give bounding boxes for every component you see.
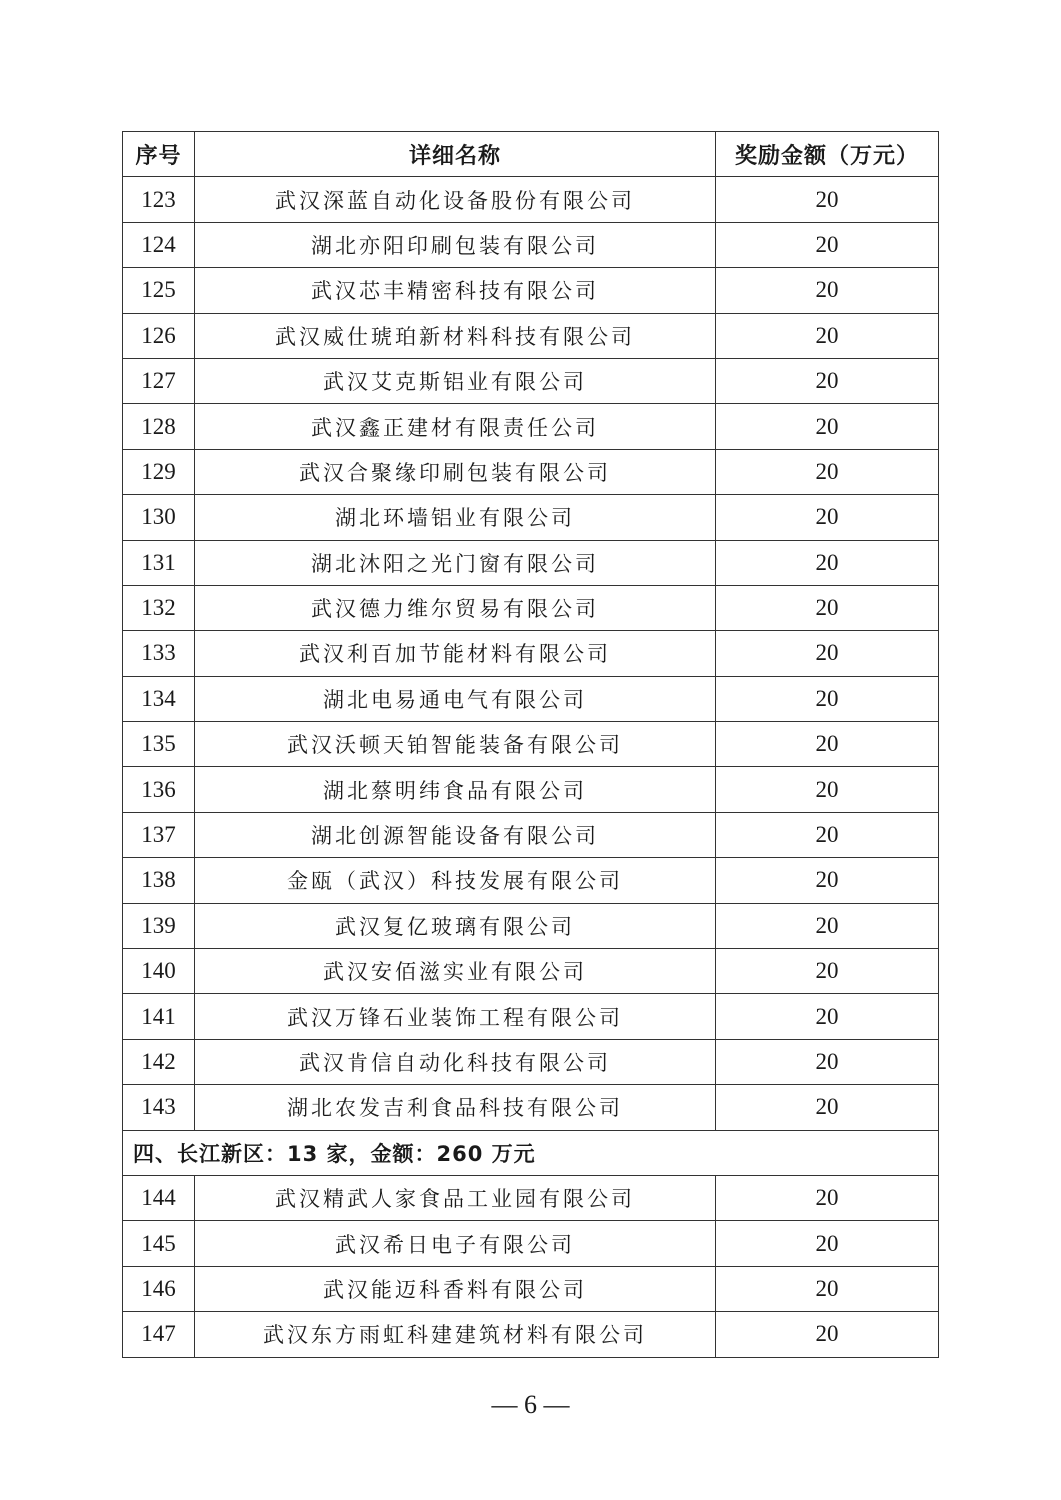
row-no: 135	[123, 722, 195, 767]
row-no: 123	[123, 177, 195, 222]
row-amount: 20	[716, 676, 939, 721]
row-no: 140	[123, 949, 195, 994]
table-row	[123, 222, 939, 267]
header-name: 详细名称	[195, 132, 716, 177]
row-amount: 20	[716, 994, 939, 1039]
row-name: 武汉深蓝自动化设备股份有限公司	[195, 177, 716, 222]
row-no: 128	[123, 404, 195, 449]
table-row	[123, 1312, 939, 1357]
row-name: 湖北创源智能设备有限公司	[195, 812, 716, 857]
row-amount: 20	[716, 404, 939, 449]
row-no: 134	[123, 676, 195, 721]
table-row	[123, 585, 939, 630]
table-row	[123, 1039, 939, 1084]
row-amount: 20	[716, 812, 939, 857]
table-row	[123, 676, 939, 721]
row-no: 143	[123, 1085, 195, 1130]
row-no: 144	[123, 1175, 195, 1220]
table-body	[123, 177, 939, 1357]
row-amount: 20	[716, 1175, 939, 1220]
table-row	[123, 949, 939, 994]
row-amount: 20	[716, 540, 939, 585]
table-row	[123, 313, 939, 358]
row-no: 126	[123, 313, 195, 358]
row-amount: 20	[716, 313, 939, 358]
row-no: 145	[123, 1221, 195, 1266]
row-amount: 20	[716, 1085, 939, 1130]
row-amount: 20	[716, 949, 939, 994]
table-row	[123, 903, 939, 948]
row-name: 武汉合聚缘印刷包装有限公司	[195, 449, 716, 494]
row-name: 武汉希日电子有限公司	[195, 1221, 716, 1266]
row-name: 武汉芯丰精密科技有限公司	[195, 268, 716, 313]
row-amount: 20	[716, 722, 939, 767]
row-amount: 20	[716, 177, 939, 222]
row-no: 141	[123, 994, 195, 1039]
row-amount: 20	[716, 1312, 939, 1357]
row-no: 127	[123, 358, 195, 403]
row-name: 湖北农发吉利食品科技有限公司	[195, 1085, 716, 1130]
row-name: 武汉利百加节能材料有限公司	[195, 631, 716, 676]
table-row	[123, 722, 939, 767]
row-no: 125	[123, 268, 195, 313]
row-name: 武汉能迈科香料有限公司	[195, 1266, 716, 1311]
row-name: 武汉威仕琥珀新材料科技有限公司	[195, 313, 716, 358]
table-row	[123, 540, 939, 585]
section-row	[123, 1130, 939, 1175]
row-no: 137	[123, 812, 195, 857]
row-no: 124	[123, 222, 195, 267]
row-name: 武汉东方雨虹科建建筑材料有限公司	[195, 1312, 716, 1357]
row-name: 武汉安佰滋实业有限公司	[195, 949, 716, 994]
table-row	[123, 1266, 939, 1311]
table-row	[123, 358, 939, 403]
table-row	[123, 858, 939, 903]
header-amount: 奖励金额（万元）	[716, 132, 939, 177]
row-name: 武汉精武人家食品工业园有限公司	[195, 1175, 716, 1220]
row-no: 138	[123, 858, 195, 903]
table-row	[123, 449, 939, 494]
table-row	[123, 404, 939, 449]
table-row	[123, 177, 939, 222]
row-no: 131	[123, 540, 195, 585]
row-name: 湖北亦阳印刷包装有限公司	[195, 222, 716, 267]
row-no: 139	[123, 903, 195, 948]
row-no: 136	[123, 767, 195, 812]
row-no: 133	[123, 631, 195, 676]
row-amount: 20	[716, 1221, 939, 1266]
row-amount: 20	[716, 585, 939, 630]
row-name: 武汉德力维尔贸易有限公司	[195, 585, 716, 630]
row-amount: 20	[716, 767, 939, 812]
row-no: 146	[123, 1266, 195, 1311]
page-number: — 6 —	[491, 1390, 570, 1419]
table-row	[123, 268, 939, 313]
row-name: 武汉万锋石业装饰工程有限公司	[195, 994, 716, 1039]
row-amount: 20	[716, 449, 939, 494]
row-no: 130	[123, 495, 195, 540]
row-amount: 20	[716, 222, 939, 267]
row-no: 132	[123, 585, 195, 630]
row-name: 湖北蔡明纬食品有限公司	[195, 767, 716, 812]
table-row	[123, 1221, 939, 1266]
row-amount: 20	[716, 903, 939, 948]
row-amount: 20	[716, 268, 939, 313]
table-row	[123, 767, 939, 812]
row-amount: 20	[716, 495, 939, 540]
table-row	[123, 812, 939, 857]
row-name: 武汉沃顿天铂智能装备有限公司	[195, 722, 716, 767]
table-row	[123, 994, 939, 1039]
row-amount: 20	[716, 1266, 939, 1311]
table-row	[123, 1085, 939, 1130]
table-row	[123, 1175, 939, 1220]
header-no: 序号	[123, 132, 195, 177]
row-name: 湖北沐阳之光门窗有限公司	[195, 540, 716, 585]
row-amount: 20	[716, 858, 939, 903]
row-no: 147	[123, 1312, 195, 1357]
header-row	[123, 132, 939, 177]
section-heading: 四、长江新区：13 家，金额：260 万元	[123, 1130, 939, 1175]
row-name: 金瓯（武汉）科技发展有限公司	[195, 858, 716, 903]
row-name: 武汉艾克斯铝业有限公司	[195, 358, 716, 403]
row-no: 129	[123, 449, 195, 494]
row-name: 武汉肯信自动化科技有限公司	[195, 1039, 716, 1084]
row-amount: 20	[716, 631, 939, 676]
row-name: 湖北电易通电气有限公司	[195, 676, 716, 721]
award-table	[122, 131, 939, 1358]
table-row	[123, 631, 939, 676]
row-name: 湖北环墙铝业有限公司	[195, 495, 716, 540]
row-name: 武汉鑫正建材有限责任公司	[195, 404, 716, 449]
row-amount: 20	[716, 1039, 939, 1084]
row-name: 武汉复亿玻璃有限公司	[195, 903, 716, 948]
table-row	[123, 495, 939, 540]
row-amount: 20	[716, 358, 939, 403]
row-no: 142	[123, 1039, 195, 1084]
